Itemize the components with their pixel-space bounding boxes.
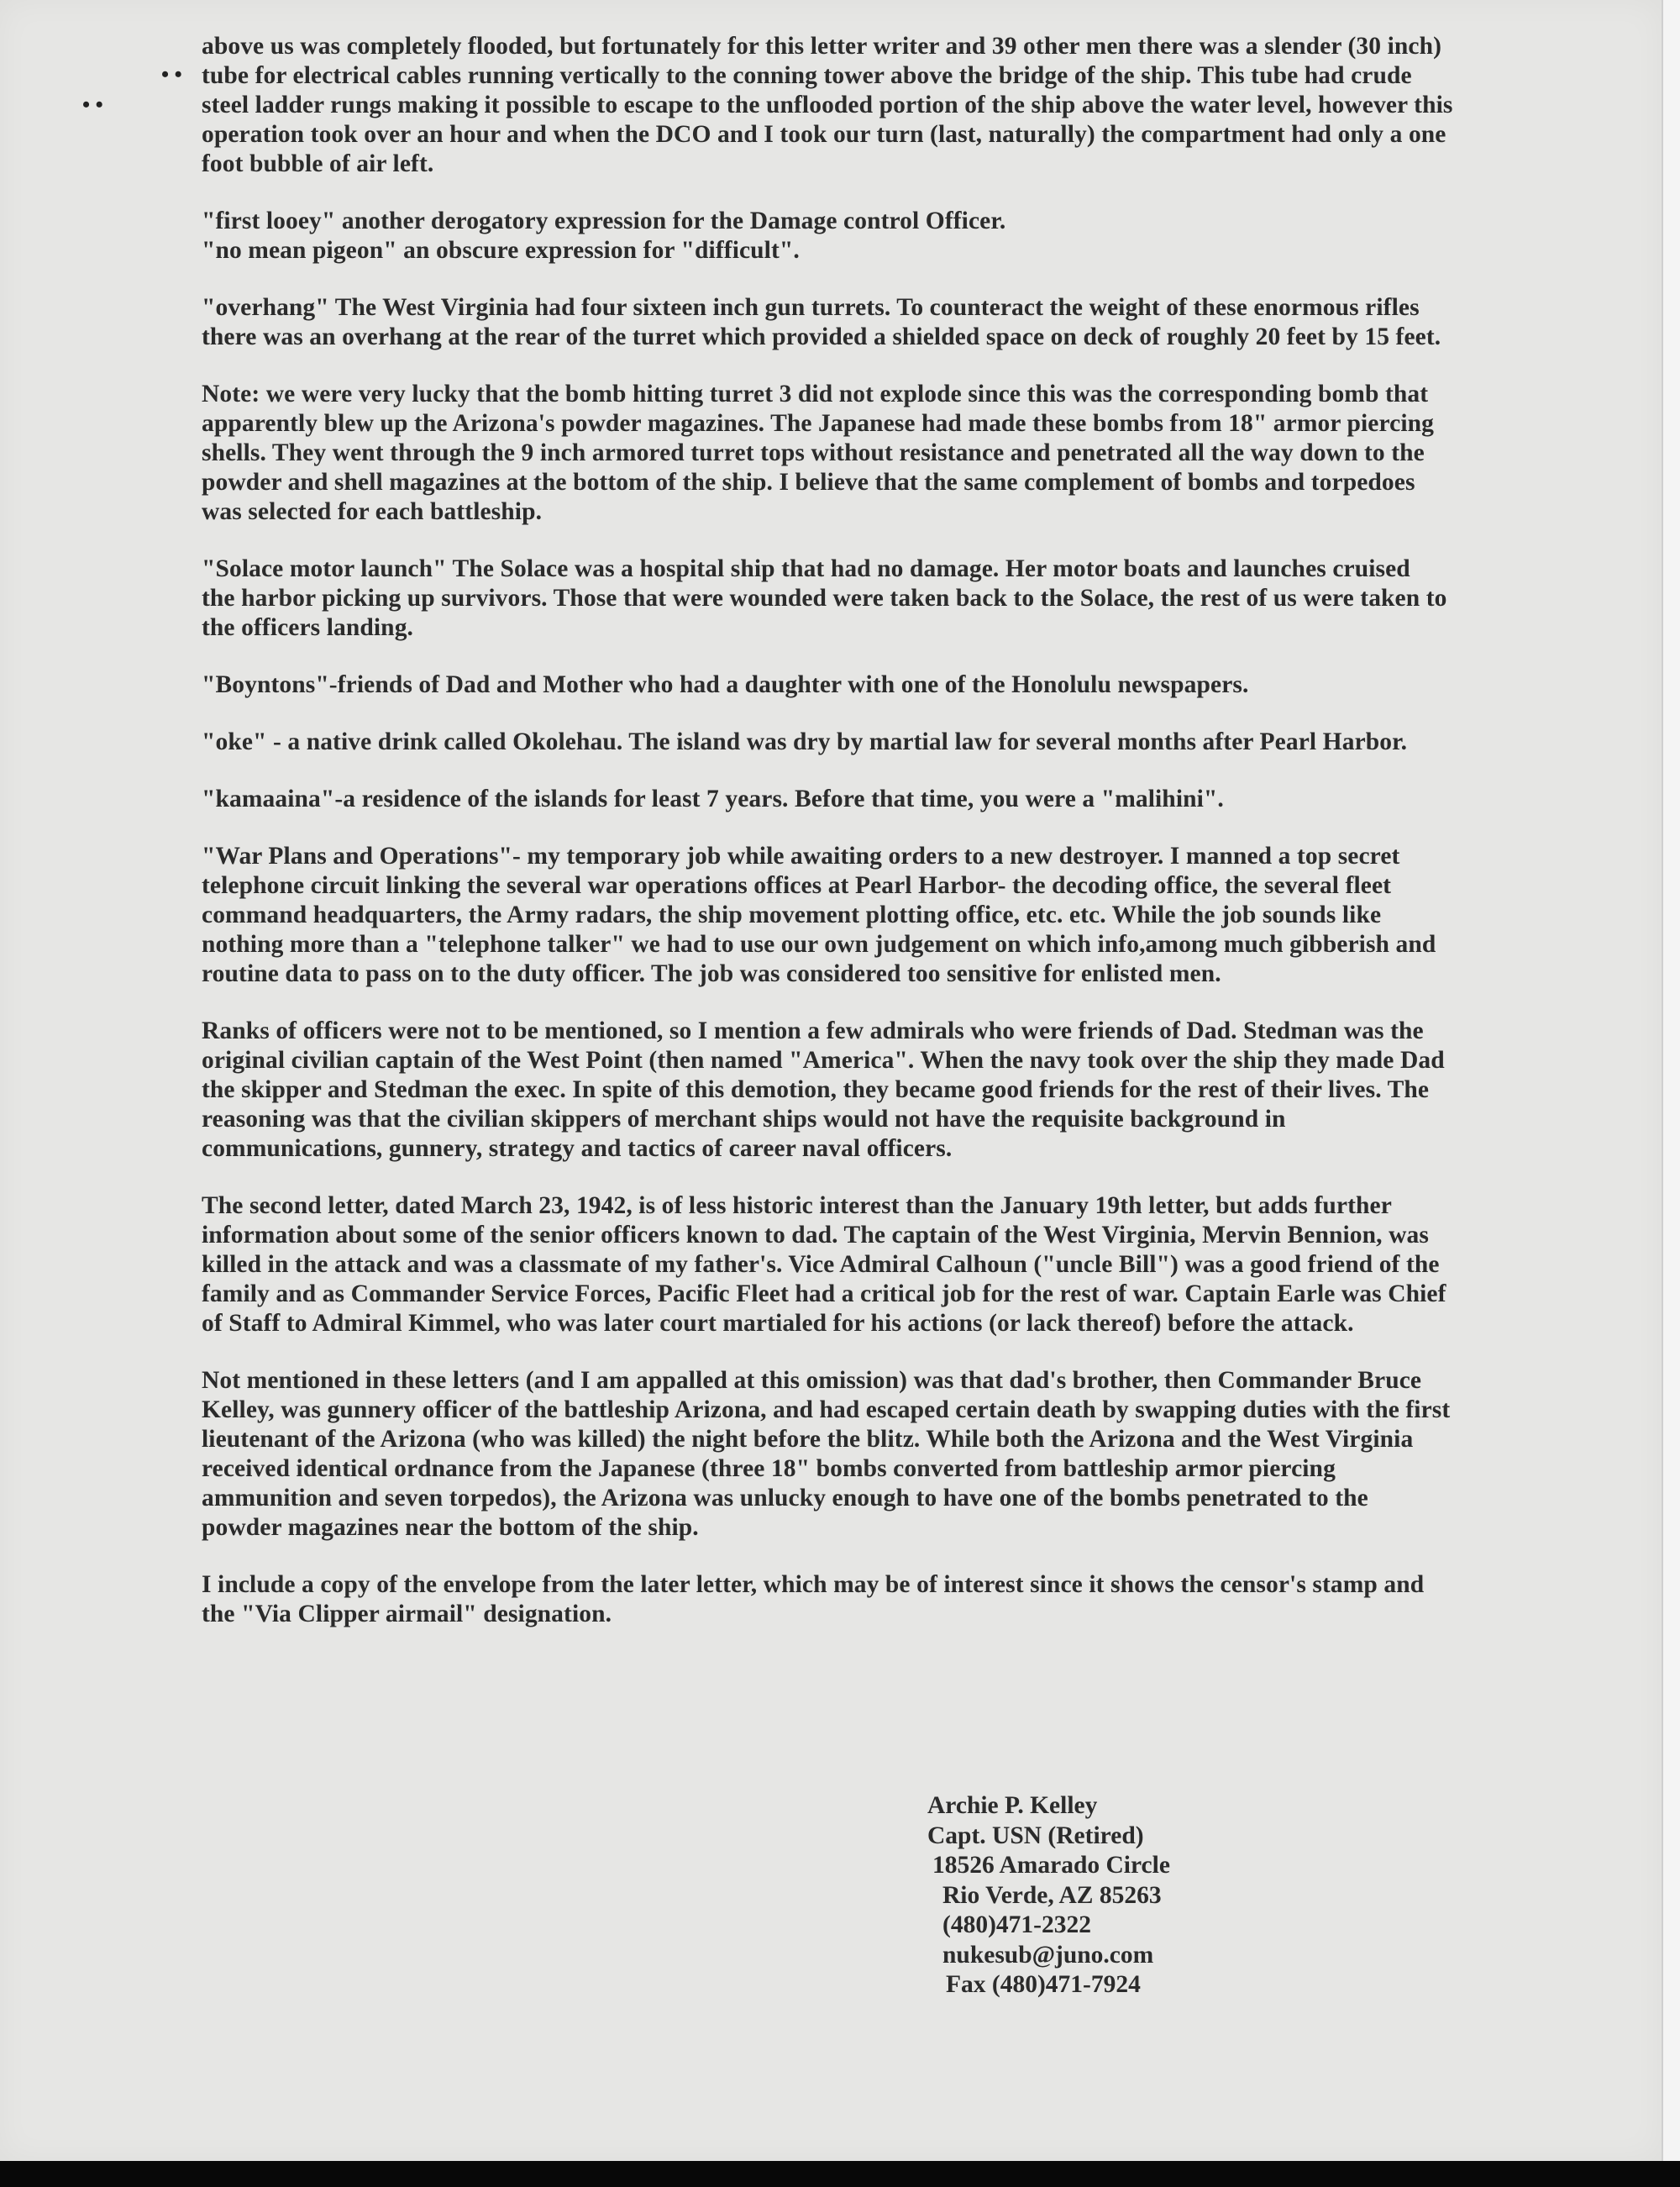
signature-rank: Capt. USN (Retired) <box>927 1822 1144 1849</box>
text-line: tube for electrical cables running vertically to the conning tower above the bridge of the ship. This tube had crude <box>202 62 1412 89</box>
text-line: the officers landing. <box>202 614 414 641</box>
signature-name: Archie P. Kelley <box>927 1792 1098 1819</box>
text-line: "kamaaina"-a residence of the islands for least 7 years. Before that time, you were a "malihini". <box>202 786 1224 812</box>
paragraph-note <box>202 380 1554 527</box>
paragraph-boyntons <box>202 670 1554 700</box>
paragraph-solace <box>202 555 1554 643</box>
signature-block <box>926 1791 1170 2000</box>
text-line: powder magazines near the bottom of the ship. <box>202 1514 699 1541</box>
text-line: The second letter, dated March 23, 1942, is of less historic interest than the January 19th letter, but adds further <box>202 1192 1392 1219</box>
scan-margin-right <box>1662 0 1680 2161</box>
scan-speck-mark: • • <box>82 92 103 117</box>
text-line: family and as Commander Service Forces, Pacific Fleet had a critical job for the rest of war. Captain Earle was Chief <box>202 1280 1446 1307</box>
text-line: operation took over an hour and when the DCO and I took our turn (last, naturally) the compartment had only a one <box>202 121 1446 148</box>
paragraph-envelope <box>202 1570 1554 1629</box>
text-line: steel ladder rungs making it possible to escape to the unflooded portion of the ship above the water level, however this <box>202 92 1453 118</box>
signature-email: nukesub@juno.com <box>942 1941 1154 1969</box>
text-line: the harbor picking up survivors. Those that were wounded were taken back to the Solace, the rest of us were taken to <box>202 585 1447 612</box>
text-line: killed in the attack and was a classmate of my father's. Vice Admiral Calhoun ("uncle Bill") was a good friend of the <box>202 1251 1440 1278</box>
text-line: Kelley, was gunnery officer of the battleship Arizona, and had escaped certain death by swapping duties with the first <box>202 1396 1451 1423</box>
letter-body <box>202 32 1554 1657</box>
text-line: above us was completely flooded, but fortunately for this letter writer and 39 other men there was a slender (30 inch) <box>202 33 1442 60</box>
text-line: command headquarters, the Army radars, the ship movement plotting office, etc. etc. While the job sounds like <box>202 902 1382 928</box>
signature-phone: (480)471-2322 <box>942 1911 1091 1938</box>
paragraph-kamaaina <box>202 785 1554 814</box>
scan-bottom-edge <box>0 2161 1680 2187</box>
text-line: Ranks of officers were not to be mentioned, so I mention a few admirals who were friends of Dad. Stedman was the <box>202 1017 1424 1044</box>
paragraph-oke <box>202 728 1554 757</box>
text-line: the skipper and Stedman the exec. In spite of this demotion, they became good friends for the rest of their lives. The <box>202 1076 1430 1103</box>
text-line: reasoning was that the civilian skippers of merchant ships would not have the requisite background in <box>202 1106 1286 1133</box>
text-line: apparently blew up the Arizona's powder magazines. The Japanese had made these bombs from 18" armor piercing <box>202 410 1435 437</box>
text-line: there was an overhang at the rear of the turret which provided a shielded space on deck of roughly 20 feet by 15 feet. <box>202 323 1441 350</box>
paragraph-first-looey <box>202 207 1554 265</box>
scan-speck-mark: • • <box>161 62 182 87</box>
text-line: the "Via Clipper airmail" designation. <box>202 1601 612 1627</box>
paragraph-overhang <box>202 293 1554 352</box>
text-line: Not mentioned in these letters (and I am appalled at this omission) was that dad's brother, then Commander Bruce <box>202 1367 1422 1394</box>
text-line: "oke" - a native drink called Okolehau. The island was dry by martial law for several months after Pearl Harbor. <box>202 728 1408 755</box>
text-line: "no mean pigeon" an obscure expression for "difficult". <box>202 237 800 264</box>
text-line: "overhang" The West Virginia had four sixteen inch gun turrets. To counteract the weight of these enormous rifles <box>202 294 1420 321</box>
signature-city: Rio Verde, AZ 85263 <box>942 1881 1162 1909</box>
text-line: telephone circuit linking the several war operations offices at Pearl Harbor- the decoding office, the several fleet <box>202 872 1392 899</box>
text-line: was selected for each battleship. <box>202 498 543 525</box>
paragraph-war-plans <box>202 842 1554 989</box>
paragraph-not-mentioned <box>202 1366 1554 1543</box>
text-line: shells. They went through the 9 inch armored turret tops without resistance and penetrated all the way down to the <box>202 439 1425 466</box>
text-line: communications, gunnery, strategy and tactics of career naval officers. <box>202 1135 953 1162</box>
text-line: "Solace motor launch" The Solace was a hospital ship that had no damage. Her motor boats and launches cruised <box>202 555 1410 582</box>
text-line: Note: we were very lucky that the bomb hitting turret 3 did not explode since this was the corresponding bomb that <box>202 381 1429 407</box>
text-line: "first looey" another derogatory expression for the Damage control Officer. <box>202 208 1006 234</box>
text-line: "Boyntons"-friends of Dad and Mother who had a daughter with one of the Honolulu newspapers. <box>202 671 1249 698</box>
signature-fax: Fax (480)471-7924 <box>946 1971 1141 1998</box>
signature-street: 18526 Amarado Circle <box>932 1852 1170 1879</box>
text-line: ammunition and seven torpedos), the Arizona was unlucky enough to have one of the bombs penetrated to the <box>202 1485 1368 1511</box>
text-line: routine data to pass on to the duty officer. The job was considered too sensitive for enlisted men. <box>202 960 1221 987</box>
paragraph-second-letter <box>202 1191 1554 1338</box>
text-line: of Staff to Admiral Kimmel, who was later court martialed for his actions (or lack thereof) before the attack. <box>202 1310 1354 1337</box>
text-line: information about some of the senior officers known to dad. The captain of the West Virginia, Mervin Bennion, was <box>202 1222 1429 1249</box>
text-line: original civilian captain of the West Point (then named "America". When the navy took over the ship they made Dad <box>202 1047 1445 1074</box>
text-line: nothing more than a "telephone talker" we had to use our own judgement on which info,among much gibberish and <box>202 931 1436 958</box>
paragraph-ranks <box>202 1017 1554 1164</box>
paragraph-flooded <box>202 32 1554 179</box>
text-line: I include a copy of the envelope from the later letter, which may be of interest since it shows the censor's stamp and <box>202 1571 1425 1598</box>
text-line: powder and shell magazines at the bottom of the ship. I believe that the same complement of bombs and torpedoes <box>202 469 1415 496</box>
text-line: received identical ordnance from the Japanese (three 18" bombs converted from battleship armor piercing <box>202 1455 1336 1482</box>
text-line: "War Plans and Operations"- my temporary job while awaiting orders to a new destroyer. I manned a top secret <box>202 843 1400 870</box>
text-line: foot bubble of air left. <box>202 150 434 177</box>
text-line: lieutenant of the Arizona (who was killed) the night before the blitz. While both the Arizona and the West Virginia <box>202 1426 1414 1453</box>
